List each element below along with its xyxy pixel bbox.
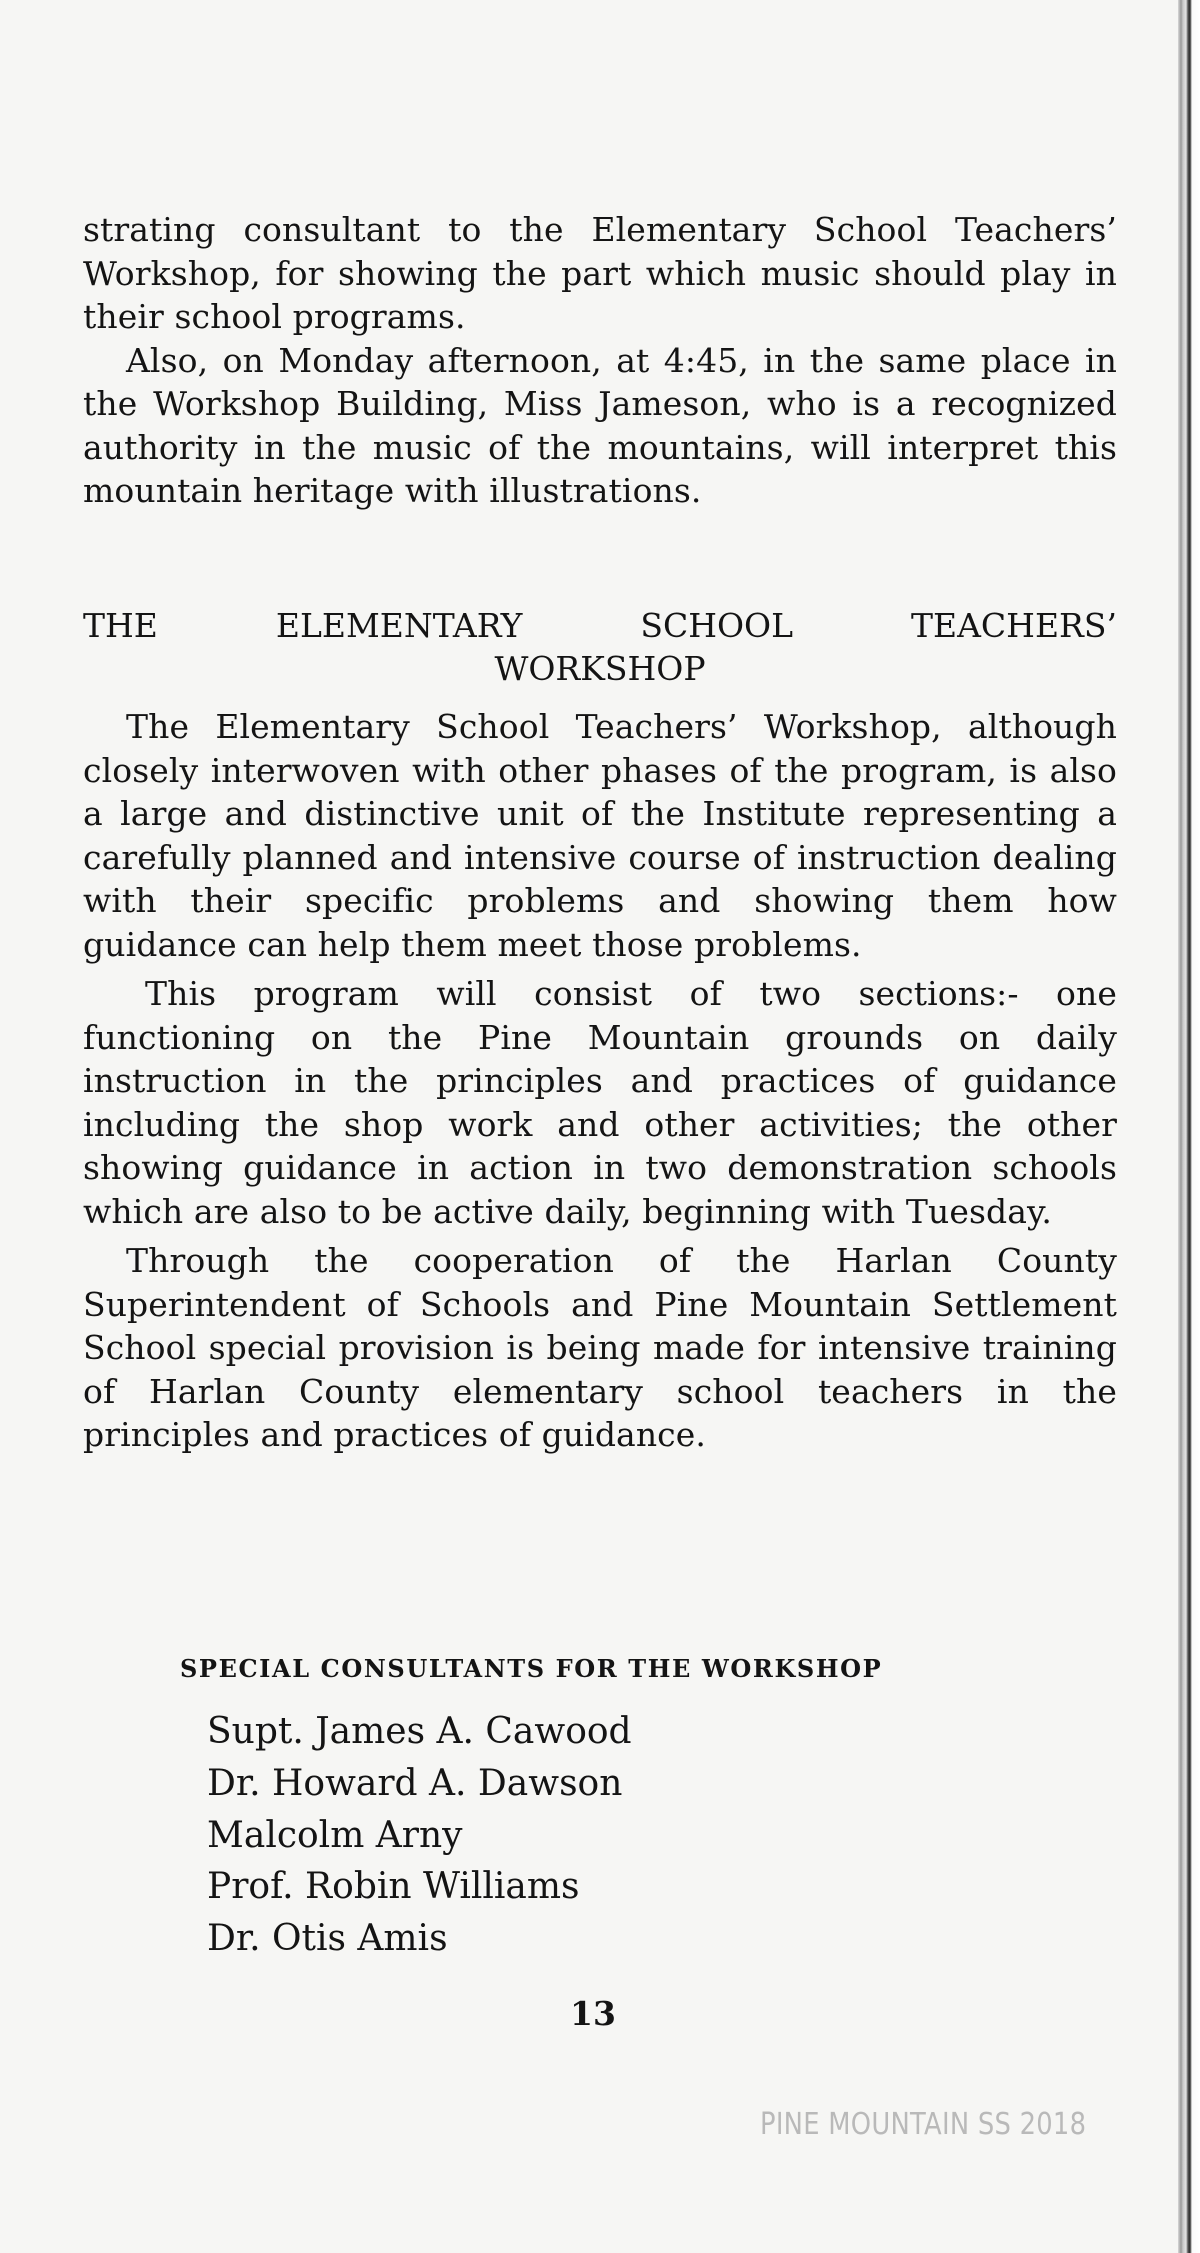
section-title-line1 bbox=[83, 604, 1117, 647]
section-body bbox=[83, 705, 1117, 1457]
heading-word: TEACHERS’ bbox=[910, 606, 1117, 645]
intro-text bbox=[83, 208, 1117, 513]
paragraph-jameson: Also, on Monday afternoon, at 4:45, in the same place in the Workshop Building, Miss Jameson, who is a recognized authority in the music of the mountains, will interpret this mountain heritage with illustrations. bbox=[83, 340, 1117, 510]
heading-word: THE bbox=[83, 606, 158, 645]
consultant-name: Prof. Robin Williams bbox=[207, 1866, 580, 1908]
consultant-name: Dr. Howard A. Dawson bbox=[207, 1762, 623, 1804]
paragraph-harlan-county: Through the cooperation of the Harlan County Superintendent of Schools and Pine Mountain Settlement School special provision is being made for intensive training of Harlan County elementary school teachers in the principles and practices of guidance. bbox=[83, 1241, 1117, 1454]
section-title-line2: WORKSHOP bbox=[494, 649, 706, 688]
paragraph-program-sections: This program will consist of two sections:- one functioning on the Pine Mountain grounds on daily instruction in the principles and practices of guidance including the shop work and other activities; the other showing guidance in action in two demonstration schools which are also to be active daily, beginning with Tuesday. bbox=[83, 974, 1117, 1231]
consultant-name: Dr. Otis Amis bbox=[207, 1918, 448, 1960]
paragraph-continuation: strating consultant to the Elementary School Teachers’ Workshop, for showing the part which music should play in their school programs. bbox=[83, 210, 1117, 336]
consultants-heading: SPECIAL CONSULTANTS FOR THE WORKSHOP bbox=[180, 1654, 883, 1683]
watermark: PINE MOUNTAIN SS 2018 bbox=[760, 2107, 1087, 2142]
heading-word: SCHOOL bbox=[640, 606, 794, 645]
heading-word: ELEMENTARY bbox=[275, 606, 523, 645]
page-edge-shadow bbox=[1178, 0, 1200, 2253]
consultants-list bbox=[207, 1706, 632, 1965]
section-title bbox=[83, 604, 1117, 690]
consultant-name: Supt. James A. Cawood bbox=[207, 1711, 632, 1752]
consultant-name: Malcolm Arny bbox=[207, 1814, 463, 1856]
paragraph-workshop-intro: The Elementary School Teachers’ Workshop, although closely interwoven with other phases of the program, is also a large and distinctive unit of the Institute representing a carefully planned and intensive course of instruction dealing with their specific problems and showing them how guidance can help them meet those problems. bbox=[83, 707, 1117, 964]
page-number: 13 bbox=[570, 1994, 616, 2033]
section-heading bbox=[83, 604, 1117, 690]
